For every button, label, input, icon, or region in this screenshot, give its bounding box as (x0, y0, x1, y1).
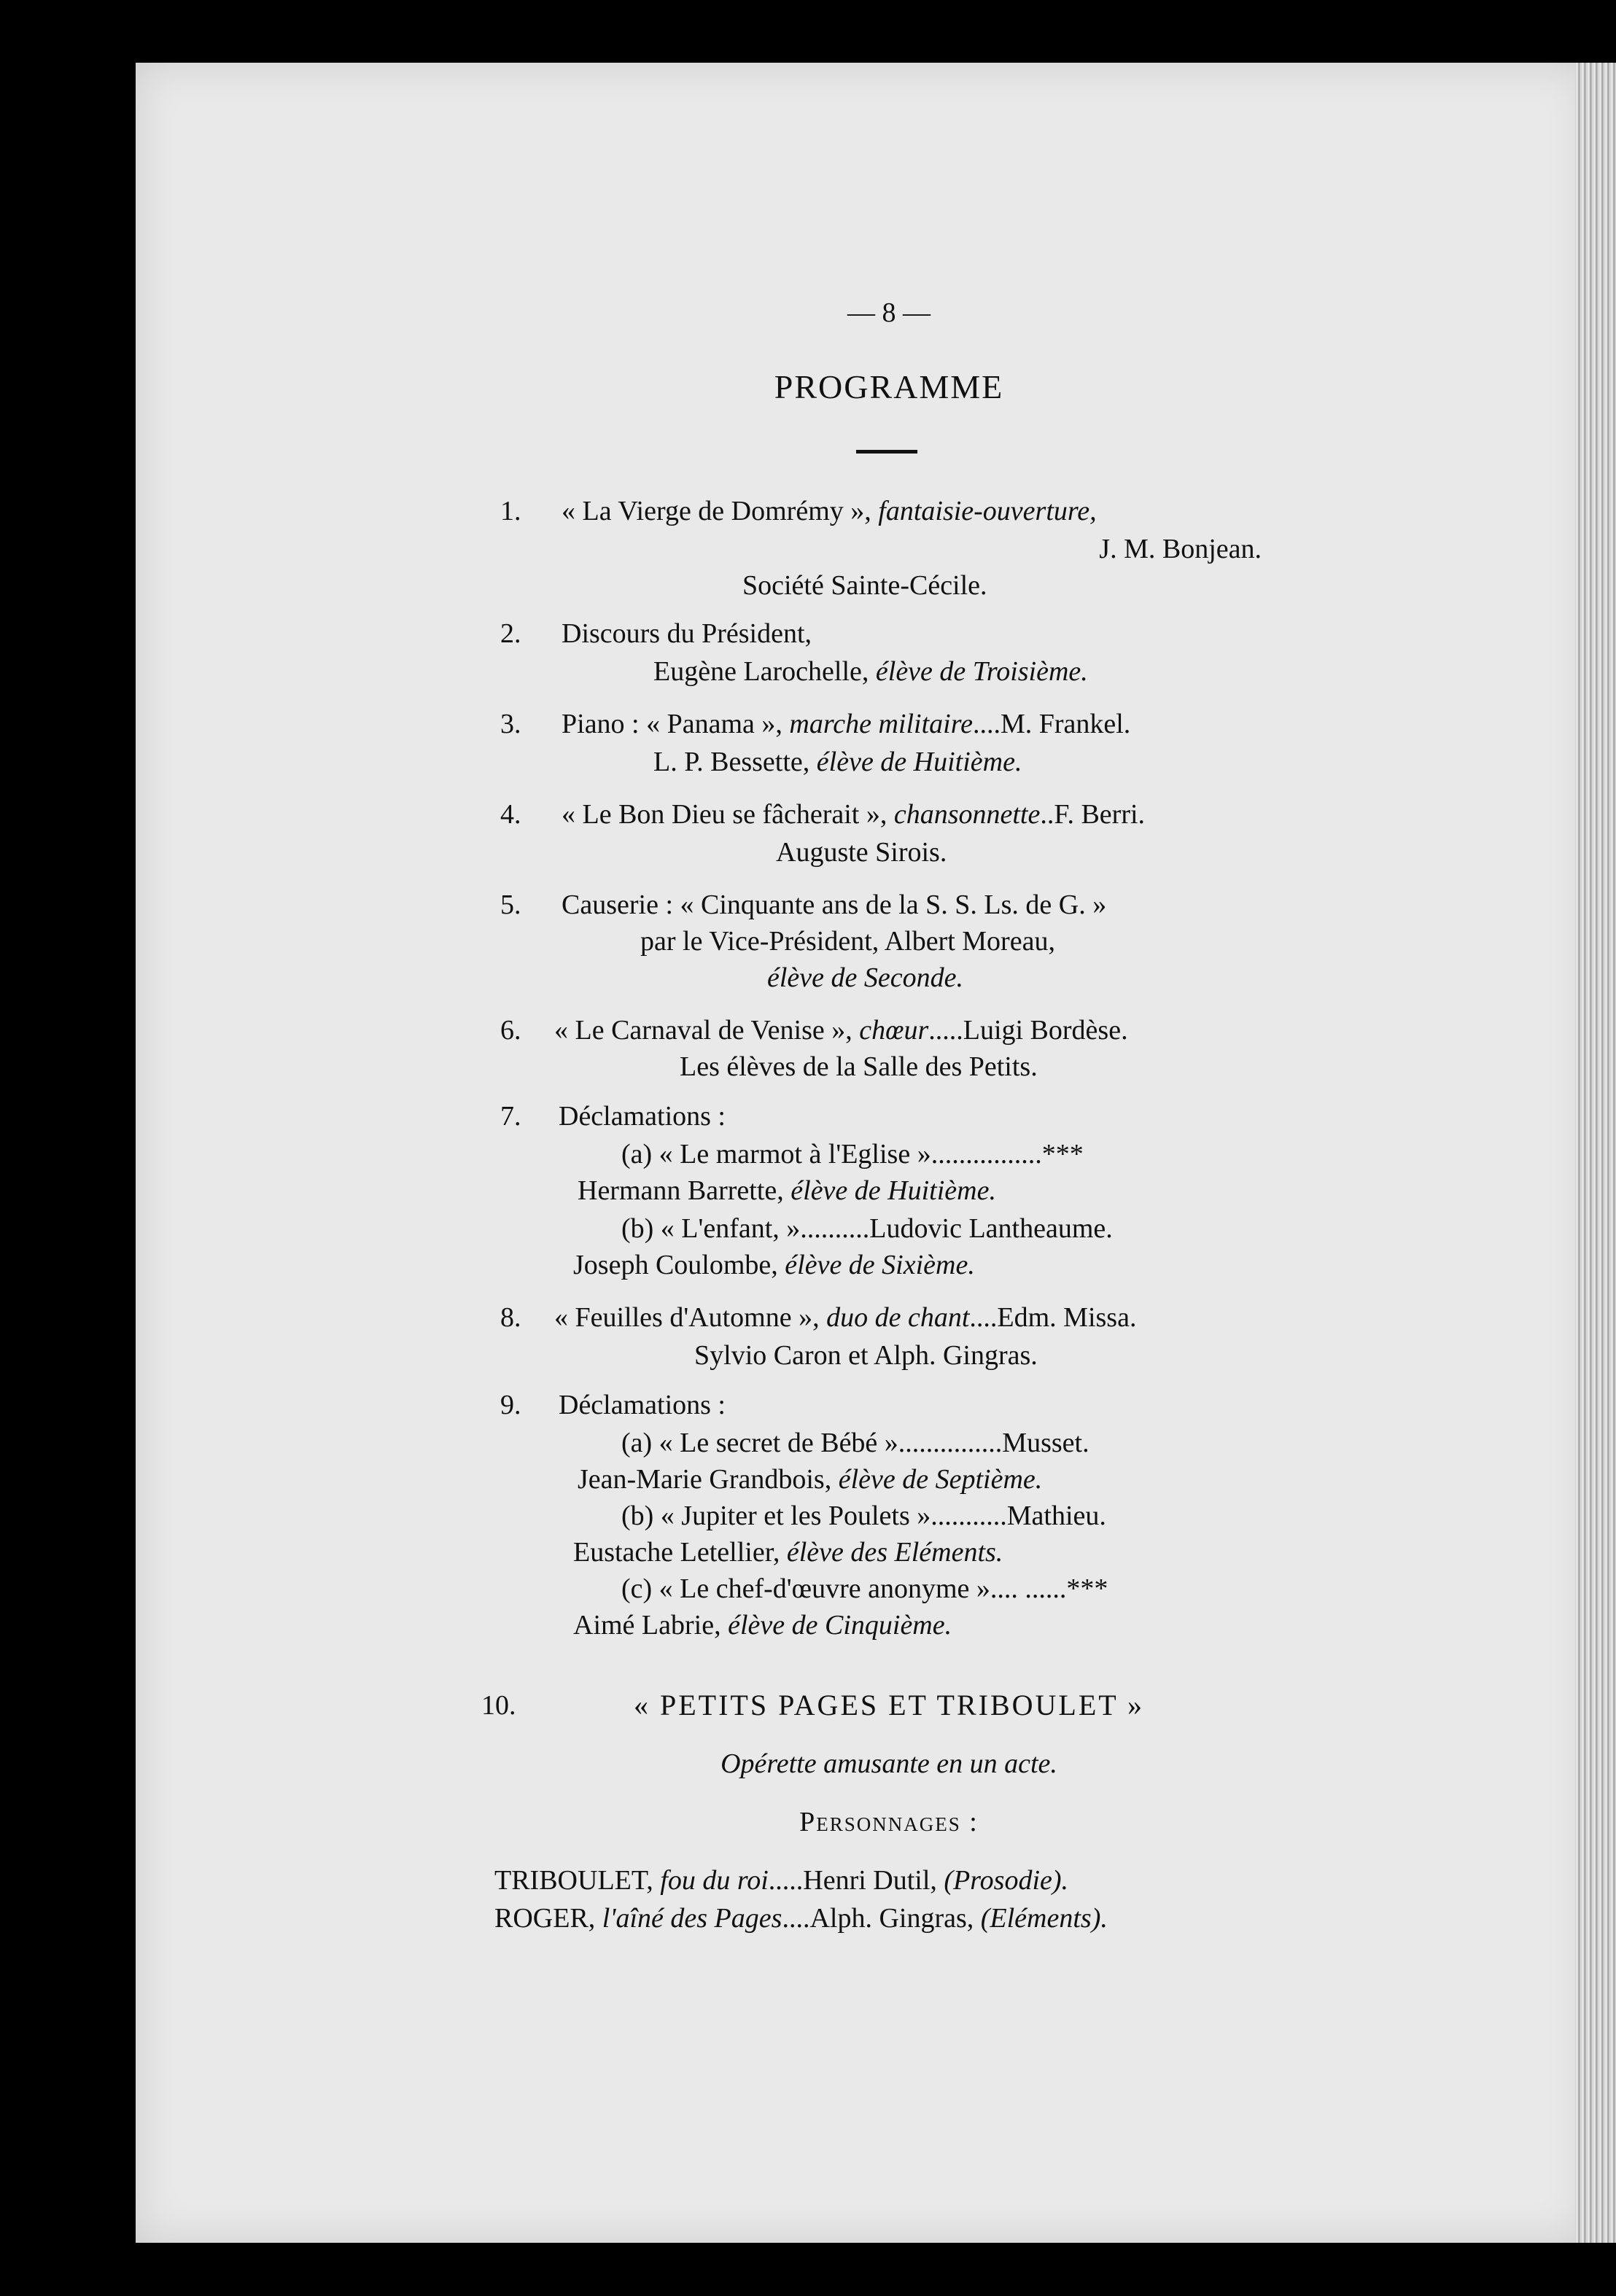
item-7b-piece: (b) « L'enfant, »..........Ludovic Lantheaume. (621, 1213, 1113, 1244)
item-1-title: « La Vierge de Domrémy », fantaisie-ouverture, (562, 496, 1097, 526)
item-5-class: élève de Seconde. (767, 962, 963, 993)
item-3-performer: L. P. Bessette, élève de Huitième. (653, 747, 1022, 777)
cast-heading: Personnages : (799, 1807, 979, 1837)
item-1-number: 1. (500, 496, 521, 526)
cast-row: TRIBOULET, fou du roi.....Henri Dutil, (Prosodie). (494, 1865, 1069, 1896)
title-rule (856, 450, 917, 454)
item-9c-performer: Aimé Labrie, élève de Cinquième. (573, 1610, 952, 1641)
item-4-performer: Auguste Sirois. (776, 837, 947, 868)
item-1-performer: Société Sainte-Cécile. (742, 570, 987, 601)
item-6-performer: Les élèves de la Salle des Petits. (680, 1051, 1038, 1082)
item-6-number: 6. (500, 1015, 521, 1046)
page-number: — 8 — (847, 297, 931, 328)
item-2-performer: Eugène Larochelle, élève de Troisième. (653, 656, 1088, 687)
page-title: PROGRAMME (774, 368, 1004, 405)
item-7a-piece: (a) « Le marmot à l'Eglise »................*** (621, 1139, 1084, 1170)
item-4-number: 4. (500, 799, 521, 830)
item-5-number: 5. (500, 890, 521, 920)
item-6-title: « Le Carnaval de Venise », chœur.....Luigi Bordèse. (554, 1015, 1128, 1046)
item-3-number: 3. (500, 709, 521, 739)
item-7-title: Déclamations : (559, 1101, 726, 1132)
item-8-title: « Feuilles d'Automne », duo de chant....Edm. Missa. (554, 1302, 1137, 1333)
item-8-number: 8. (500, 1302, 521, 1333)
item-10-subtitle: Opérette amusante en un acte. (720, 1748, 1057, 1779)
item-2-title: Discours du Président, (562, 618, 812, 649)
item-10-title: « PETITS PAGES ET TRIBOULET » (633, 1689, 1145, 1721)
item-10-number: 10. (481, 1690, 516, 1721)
item-5-title: Causerie : « Cinquante ans de la S. S. Ls. de G. » (562, 890, 1107, 920)
item-7a-performer: Hermann Barrette, élève de Huitième. (578, 1175, 996, 1206)
item-9b-performer: Eustache Letellier, élève des Eléments. (573, 1537, 1003, 1568)
item-9-title: Déclamations : (559, 1390, 726, 1420)
item-9-number: 9. (500, 1390, 521, 1420)
item-3-title: Piano : « Panama », marche militaire....M. Frankel. (562, 709, 1131, 739)
item-4-title: « Le Bon Dieu se fâcherait », chansonnette..F. Berri. (562, 799, 1146, 830)
item-7-number: 7. (500, 1101, 521, 1132)
item-1-composer: J. M. Bonjean. (1099, 534, 1262, 564)
cast-row: ROGER, l'aîné des Pages....Alph. Gingras, (Eléments). (494, 1903, 1108, 1934)
item-9b-piece: (b) « Jupiter et les Poulets »...........Mathieu. (621, 1501, 1106, 1531)
item-5-speaker: par le Vice-Président, Albert Moreau, (640, 926, 1055, 957)
item-9a-piece: (a) « Le secret de Bébé »...............Musset. (621, 1428, 1089, 1458)
item-9a-performer: Jean-Marie Grandbois, élève de Septième. (578, 1464, 1043, 1495)
item-7b-performer: Joseph Coulombe, élève de Sixième. (573, 1250, 975, 1280)
item-8-performer: Sylvio Caron et Alph. Gingras. (694, 1340, 1038, 1371)
item-2-number: 2. (500, 618, 521, 649)
item-9c-piece: (c) « Le chef-d'œuvre anonyme ».... ......*** (621, 1573, 1108, 1604)
